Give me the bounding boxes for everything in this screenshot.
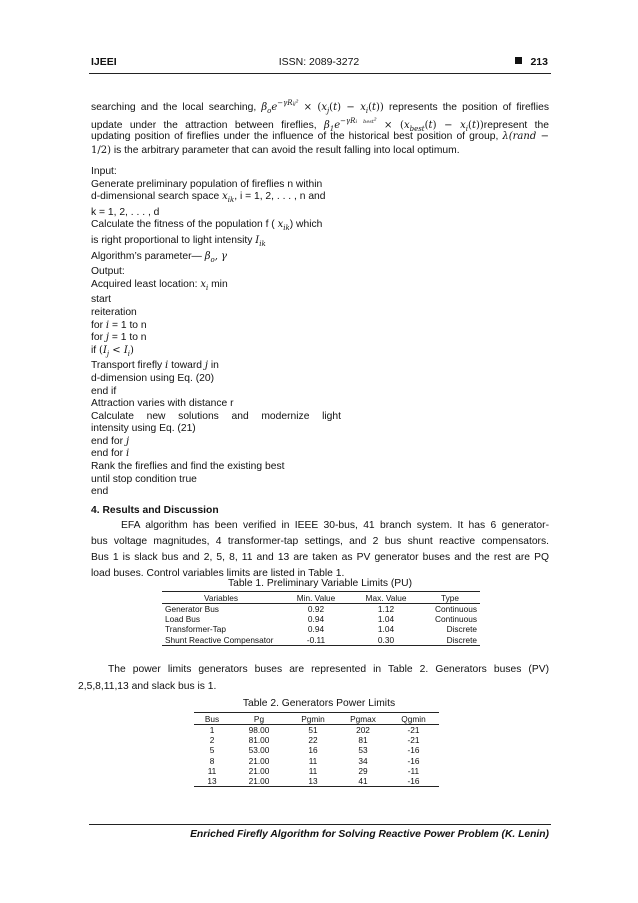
algo-end: end <box>91 486 109 498</box>
section-para-1-line-1 <box>91 518 549 534</box>
table-cell: Discrete <box>446 624 477 635</box>
table-row <box>162 614 480 624</box>
algo-fitness-2 <box>91 235 341 251</box>
algorithm-block <box>91 166 341 499</box>
symbol-x-ik: $x_{ik}$ <box>277 219 290 233</box>
table-row <box>194 776 439 787</box>
table-header-cell: Bus <box>194 713 230 725</box>
symbol-i: i <box>125 448 130 460</box>
algo-text: is right proportional to light intensity <box>91 234 253 246</box>
algo-text: = 1 to n <box>111 332 147 344</box>
symbol-i: i <box>105 319 110 331</box>
intro-text: represent the <box>483 120 549 131</box>
formula-half: 1/2) <box>91 145 111 156</box>
journal-name: IJEEI <box>91 56 117 68</box>
table-cell: 202 <box>356 725 370 736</box>
table-cell: 8 <box>209 755 215 766</box>
table-cell: Discrete <box>446 634 477 645</box>
table-cell: 21.00 <box>248 776 270 787</box>
table-cell: 21.00 <box>248 765 270 776</box>
symbol-x-ik: $x_{ik}$ <box>222 191 235 205</box>
table-header-cell: Pgmax <box>338 713 388 725</box>
algo-text: if <box>91 344 97 356</box>
intro-line-4 <box>91 143 549 159</box>
algo-output: Output: <box>91 266 125 278</box>
algo-intensity: intensity using Eq. (21) <box>91 423 196 435</box>
table-cell: 13 <box>308 776 318 787</box>
symbol-j: j <box>125 435 130 447</box>
algo-text: = 1 to n <box>111 319 147 331</box>
table2-caption: Table 2. Generators Power Limits <box>242 698 396 709</box>
algo-endfor-i <box>91 448 341 461</box>
symbol-i: i <box>165 360 169 372</box>
table-cell: -0.11 <box>306 634 326 645</box>
formula-lambda: λ(rand − <box>502 131 549 142</box>
algo-text: ) which <box>289 219 323 231</box>
algo-attraction: Attraction varies with distance r <box>91 398 234 410</box>
formula-best-diff: × $(x_{best}(t) - x_i(t))$ <box>384 120 484 133</box>
table-row <box>194 766 439 776</box>
table-cell: 53.00 <box>248 745 270 756</box>
square-bullet-icon <box>515 57 522 64</box>
formula-beta-best: $\beta_1e^{-\gamma Ri best^2}$ <box>323 117 377 133</box>
algo-text: for <box>91 332 104 344</box>
table-cell: 98.00 <box>248 725 270 736</box>
table-cell: -16 <box>407 745 420 756</box>
intro-text: searching and the local searching, <box>91 102 257 113</box>
table-header-cell: Qgmin <box>388 713 439 725</box>
intro-text: is the arbitrary parameter that can avoid the result falling into local optimum. <box>113 145 460 156</box>
table-row <box>194 725 439 736</box>
table-row <box>162 635 480 646</box>
algo-transport <box>91 360 341 373</box>
algo-text: , i = 1, 2, . . . , n and <box>234 191 326 203</box>
algo-text: toward <box>171 360 203 372</box>
table-cell: 34 <box>358 755 368 766</box>
algo-text: d-dimensional search space <box>91 191 220 203</box>
algo-start: start <box>91 294 112 306</box>
algo-parameter <box>91 251 341 267</box>
table-cell: -16 <box>407 755 420 766</box>
table-cell: 5 <box>209 745 215 756</box>
algo-text: end for <box>91 448 124 460</box>
table-cell: 51 <box>308 725 318 736</box>
section-para-1-line-3: Bus 1 is slack bus and 2, 5, 8, 11 and 13 are taken as PV generator buses and the rest are PQ <box>91 552 549 563</box>
table-cell: 11 <box>308 755 318 766</box>
table-header-cell: Variables <box>162 592 280 604</box>
condition-lj-li: $(I_j < I_i)$ <box>99 344 134 358</box>
section-para-2-line-1 <box>78 662 549 678</box>
section-heading: 4. Results and Discussion <box>91 505 219 516</box>
table-cell: Continuous <box>435 614 477 625</box>
symbol-j: j <box>105 332 110 344</box>
section-para-1-line-2: bus voltage magnitudes, 4 transformer-tap settings, and 2 bus shunt reactive compensators. <box>91 536 549 547</box>
section-para-2-line-2: 2,5,8,11,13 and slack bus is 1. <box>78 681 217 692</box>
running-footer: Enriched Firefly Algorithm for Solving Reactive Power Problem (K. Lenin) <box>190 829 549 840</box>
algo-ddim: d-dimension using Eq. (20) <box>91 372 215 384</box>
algo-for-i <box>91 320 341 333</box>
table-cell: 16 <box>308 745 318 756</box>
table-cell: 11 <box>308 765 318 776</box>
table-cell: 1.12 <box>377 604 395 615</box>
para-text: The power limits generators buses are represented in Table 2. Generators buses (PV) <box>108 664 549 675</box>
table-cell: 1.04 <box>377 624 395 635</box>
table-cell: 0.94 <box>307 614 325 625</box>
algo-until: until stop condition true <box>91 473 197 485</box>
table-cell: 21.00 <box>248 755 270 766</box>
formula-beta-exp: $\beta_oe^{-\gamma Rij^2}$ <box>261 99 299 115</box>
intro-text: update under the attraction between fireflies, <box>91 120 317 131</box>
table-cell: Load Bus <box>165 614 201 625</box>
table-cell: -21 <box>407 725 420 736</box>
header-rule <box>89 73 551 74</box>
table1 <box>162 591 480 646</box>
page-number-box <box>515 56 548 68</box>
table-cell: 22 <box>308 735 318 746</box>
table-header-cell: Min. Value <box>280 592 352 604</box>
page-number: 213 <box>530 56 548 68</box>
table-cell: 0.30 <box>377 634 395 645</box>
table1-caption: Table 1. Preliminary Variable Limits (PU) <box>227 578 413 589</box>
algo-text: in <box>210 360 219 372</box>
algo-text: min <box>211 278 228 290</box>
algo-endfor-j <box>91 436 341 449</box>
table-header-cell: Pgmin <box>288 713 338 725</box>
symbol-x-i: $x_i$ <box>200 278 209 292</box>
symbol-beta-gamma: $\beta_o$, γ <box>204 250 228 264</box>
issn: ISSN: 2089-3272 <box>278 56 360 68</box>
section-para-1-line-4: load buses. Control variables limits are listed in Table 1. <box>91 568 345 579</box>
algo-generate-3: k = 1, 2, . . . , d <box>91 206 160 218</box>
table-cell: 0.92 <box>307 604 325 615</box>
intro-text: updating position of fireflies under the influence of the historical best position of group, <box>91 131 499 142</box>
algo-reiteration: reiteration <box>91 306 137 318</box>
table-header-cell: Max. Value <box>352 592 420 604</box>
table-cell: 81 <box>358 735 368 746</box>
algo-input: Input: <box>91 166 117 177</box>
table-cell: -11 <box>407 765 420 776</box>
algo-if <box>91 345 341 361</box>
table-cell: 53 <box>358 745 368 756</box>
formula-times: × $(x_j(t) - x_i(t))$ <box>303 102 384 115</box>
table-row <box>162 604 480 615</box>
algo-fitness-1 <box>91 219 341 235</box>
algo-for-j <box>91 332 341 345</box>
algo-text: for <box>91 319 104 331</box>
footer-rule <box>89 824 551 825</box>
table-cell: 1.04 <box>377 614 395 625</box>
table-cell: 81.00 <box>248 735 270 746</box>
table-header-cell: Pg <box>230 713 288 725</box>
table-header-row <box>162 592 480 604</box>
table-cell: Generator Bus <box>165 604 219 615</box>
intro-text: represents the position of fireflies <box>388 102 549 113</box>
algo-calculate: Calculate new solutions and modernize light <box>91 410 341 422</box>
table-cell: 0.94 <box>307 624 325 635</box>
algo-text: Transport firefly <box>91 360 163 372</box>
symbol-i-ik: $I_{ik}$ <box>255 234 266 248</box>
table-cell: Continuous <box>435 604 477 615</box>
algo-acquired <box>91 279 341 295</box>
table-cell: 11 <box>207 765 217 776</box>
table-header-cell: Type <box>420 592 480 604</box>
table-cell: 1 <box>209 725 215 736</box>
table-cell: 41 <box>358 776 368 787</box>
algo-text: end for <box>91 435 124 447</box>
table2 <box>194 712 439 787</box>
symbol-j: j <box>204 360 208 372</box>
algo-text: Calculate the fitness of the population f ( <box>91 219 275 231</box>
table-cell: 29 <box>358 765 368 776</box>
table-row <box>194 756 439 766</box>
table-row <box>162 624 480 634</box>
algo-text: Acquired least location: <box>91 278 198 290</box>
para-text: EFA algorithm has been verified in IEEE 30-bus, 41 branch system. It has 6 generator- <box>121 520 549 531</box>
algo-endif: end if <box>91 385 117 397</box>
table-cell: Transformer-Tap <box>165 624 227 635</box>
table-header-row <box>194 713 439 725</box>
table-row <box>194 735 439 745</box>
table-cell: 13 <box>207 776 217 787</box>
algo-generate-1: Generate preliminary population of fireflies n within <box>91 178 323 190</box>
algo-generate-2 <box>91 191 341 207</box>
table-cell: 2 <box>209 735 215 746</box>
algo-text: Algorithm’s parameter— <box>91 250 202 262</box>
table-row <box>194 745 439 755</box>
table-cell: -21 <box>407 735 420 746</box>
algo-rank: Rank the fireflies and find the existing best <box>91 461 285 473</box>
table-cell: -16 <box>407 776 420 787</box>
table-cell: Shunt Reactive Compensator <box>165 634 274 645</box>
